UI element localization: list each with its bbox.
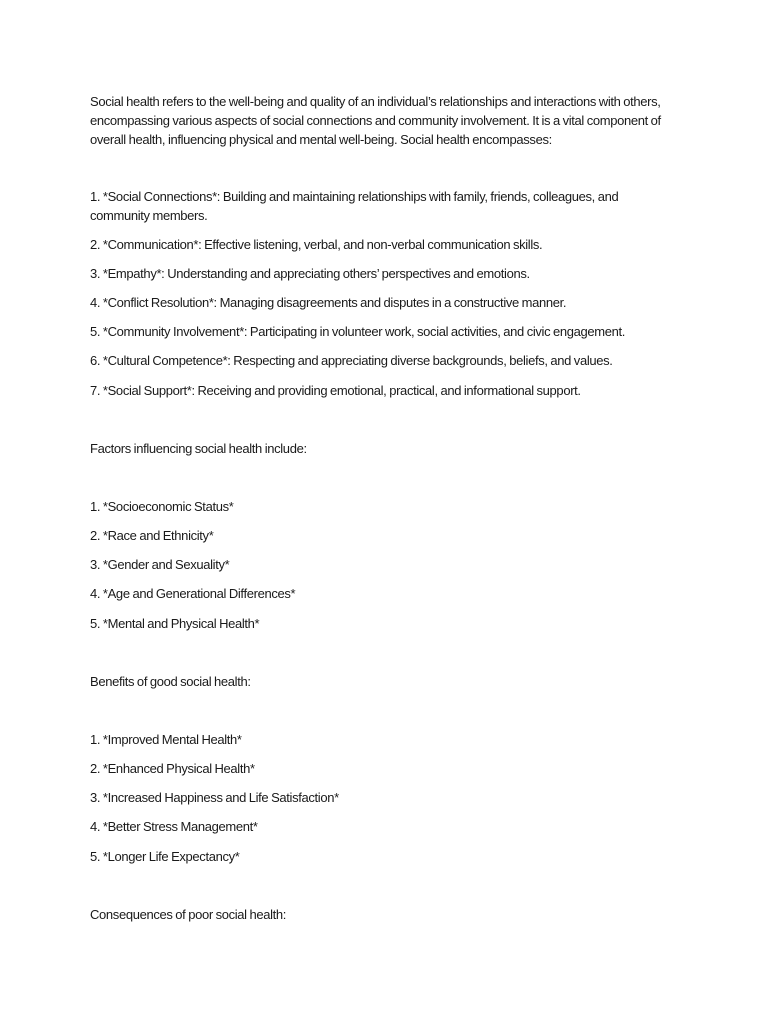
- benefit-item-3: 3. *Increased Happiness and Life Satisfaction*: [90, 790, 339, 805]
- benefit-item-4: 4. *Better Stress Management*: [90, 819, 258, 834]
- benefit-item-5: 5. *Longer Life Expectancy*: [90, 849, 240, 864]
- factor-item-3: 3. *Gender and Sexuality*: [90, 557, 230, 572]
- factors-heading: Factors influencing social health include:: [90, 441, 307, 456]
- aspect-item-3: 3. *Empathy*: Understanding and appreciating others’ perspectives and emotions.: [90, 266, 530, 281]
- factor-item-4: 4. *Age and Generational Differences*: [90, 586, 296, 601]
- intro-paragraph: Social health refers to the well-being and quality of an individual’s relationships and interactions with others, encompassing various aspects of social connections and community involvement. It is a vital component of overall health, influencing physical and mental well-being. Social health encompasses:: [90, 94, 661, 147]
- benefit-item-1: 1. *Improved Mental Health*: [90, 732, 242, 747]
- aspect-item-5: 5. *Community Involvement*: Participating in volunteer work, social activities, and civic engagement.: [90, 324, 626, 339]
- benefit-item-2: 2. *Enhanced Physical Health*: [90, 761, 255, 776]
- benefits-heading: Benefits of good social health:: [90, 674, 251, 689]
- factor-item-1: 1. *Socioeconomic Status*: [90, 499, 234, 514]
- aspect-item-6: 6. *Cultural Competence*: Respecting and appreciating diverse backgrounds, beliefs, and values.: [90, 353, 613, 368]
- consequences-heading: Consequences of poor social health:: [90, 907, 287, 922]
- factor-item-2: 2. *Race and Ethnicity*: [90, 528, 214, 543]
- aspect-item-4: 4. *Conflict Resolution*: Managing disagreements and disputes in a constructive manner.: [90, 295, 567, 310]
- factor-item-5: 5. *Mental and Physical Health*: [90, 616, 260, 631]
- aspect-item-7: 7. *Social Support*: Receiving and providing emotional, practical, and informational support.: [90, 383, 581, 398]
- aspect-item-1: 1. *Social Connections*: Building and maintaining relationships with family, friends, colleagues, and community members.: [90, 189, 619, 223]
- aspect-item-2: 2. *Communication*: Effective listening, verbal, and non-verbal communication skills.: [90, 237, 543, 252]
